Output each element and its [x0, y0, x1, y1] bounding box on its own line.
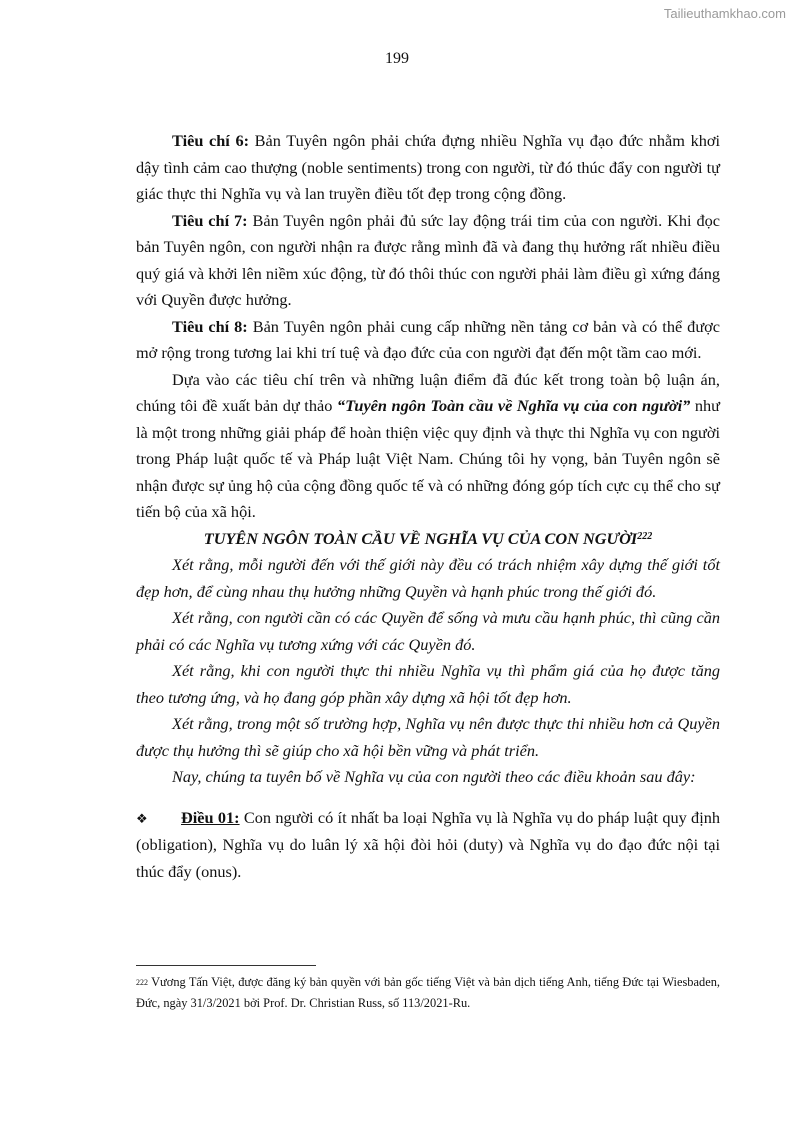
footnote-number: 222	[136, 978, 148, 987]
criterion-8-label: Tiêu chí 8:	[172, 316, 248, 336]
proposal-declaration-title: “Tuyên ngôn Toàn cầu về Nghĩa vụ của con người”	[336, 396, 691, 415]
proposal-text-after: như là một trong những giải pháp để hoàn thiện việc quy định và thực thi Nghĩa vụ con người trong Pháp luật quốc tế và Pháp luật Việt Nam. Chúng tôi hy vọng, bản Tuyên ngôn sẽ nhận được sự ủng hộ của cộng đồng quốc tế và có những đóng góp tích cực cụ thể cho sự tiến bộ của xã hội.	[136, 396, 720, 521]
criterion-8-paragraph	[136, 314, 720, 367]
criterion-6-paragraph	[136, 128, 720, 208]
declaration-preamble	[136, 552, 720, 791]
preamble-clause: Xét rằng, con người cần có các Quyền để sống và mưu cầu hạnh phúc, thì cũng cần phải có các Nghĩa vụ tương xứng với các Quyền đó.	[136, 608, 720, 654]
diamond-bullet-icon: ❖	[136, 810, 148, 826]
watermark: Tailieuthamkhao.com	[663, 6, 786, 21]
criterion-6-text: Bản Tuyên ngôn phải chứa đựng nhiều Nghĩa vụ đạo đức nhằm khơi dậy tình cảm cao thượng (noble sentiments) trong con người, từ đó thúc đẩy con người tự giác thực thi Nghĩa vụ và lan truyền điều tốt đẹp trong cộng đồng.	[136, 131, 720, 203]
article-01	[136, 805, 720, 886]
declaration-title	[136, 526, 720, 553]
preamble-clause: Xét rằng, mỗi người đến với thế giới này đều có trách nhiệm xây dựng thế giới tốt đẹp hơn, để cùng nhau thụ hưởng những Quyền và hạnh phúc trong thế giới đó.	[136, 555, 720, 601]
article-01-text: Con người có ít nhất ba loại Nghĩa vụ là Nghĩa vụ do pháp luật quy định (obligation), Nghĩa vụ do luân lý xã hội đòi hỏi (duty) và Nghĩa vụ do đạo đức nội tại thúc đẩy (onus).	[136, 807, 720, 881]
criterion-7-text: Bản Tuyên ngôn phải đủ sức lay động trái tim của con người. Khi đọc bản Tuyên ngôn, con người nhận ra được rằng mình đã và đang thụ hưởng rất nhiều điều quý giá và khởi lên niềm xúc động, từ đó thôi thúc con người phải làm điều gì xứng đáng với Quyền được hưởng.	[136, 210, 720, 309]
declaration-title-text: TUYÊN NGÔN TOÀN CẦU VỀ NGHĨA VỤ CỦA CON NGƯỜI	[203, 528, 638, 548]
preamble-clause: Xét rằng, trong một số trường hợp, Nghĩa vụ nên được thực thi nhiều hơn cả Quyền được thụ hưởng thì sẽ giúp cho xã hội bền vững và phát triển.	[136, 714, 720, 760]
page-number: 199	[385, 50, 409, 67]
preamble-clause: Nay, chúng ta tuyên bố về Nghĩa vụ của con người theo các điều khoản sau đây:	[172, 767, 696, 786]
criterion-8-text: Bản Tuyên ngôn phải cung cấp những nền tảng cơ bản và có thể được mở rộng trong tương lai khi trí tuệ và đạo đức của con người đạt đến một tầm cao mới.	[136, 316, 720, 362]
proposal-text-before: Dựa vào các tiêu chí trên và những luận điểm đã đúc kết trong toàn bộ luận án, chúng tôi đề xuất bản dự thảo	[136, 369, 720, 415]
criterion-7-label: Tiêu chí 7:	[172, 210, 248, 230]
main-body	[136, 128, 720, 885]
footnote-reference: 222	[637, 530, 653, 542]
criterion-6-label: Tiêu chí 6:	[172, 131, 250, 150]
criterion-7-paragraph	[136, 208, 720, 314]
footnote-text: Vương Tấn Việt, được đăng ký bản quyền với bản gốc tiếng Việt và bản dịch tiếng Anh, tiếng Đức tại Wiesbaden, Đức, ngày 31/3/2021 bởi Prof. Dr. Christian Russ, số 113/2021-Ru.	[136, 975, 720, 1010]
footnote	[136, 972, 720, 1014]
article-01-label: Điều 01:	[181, 807, 240, 827]
proposal-paragraph	[136, 367, 720, 526]
footnote-divider	[136, 965, 316, 966]
preamble-clause: Xét rằng, khi con người thực thi nhiều Nghĩa vụ thì phẩm giá của họ được tăng theo tương ứng, và họ đang góp phần xây dựng xã hội tốt đẹp hơn.	[136, 661, 720, 707]
